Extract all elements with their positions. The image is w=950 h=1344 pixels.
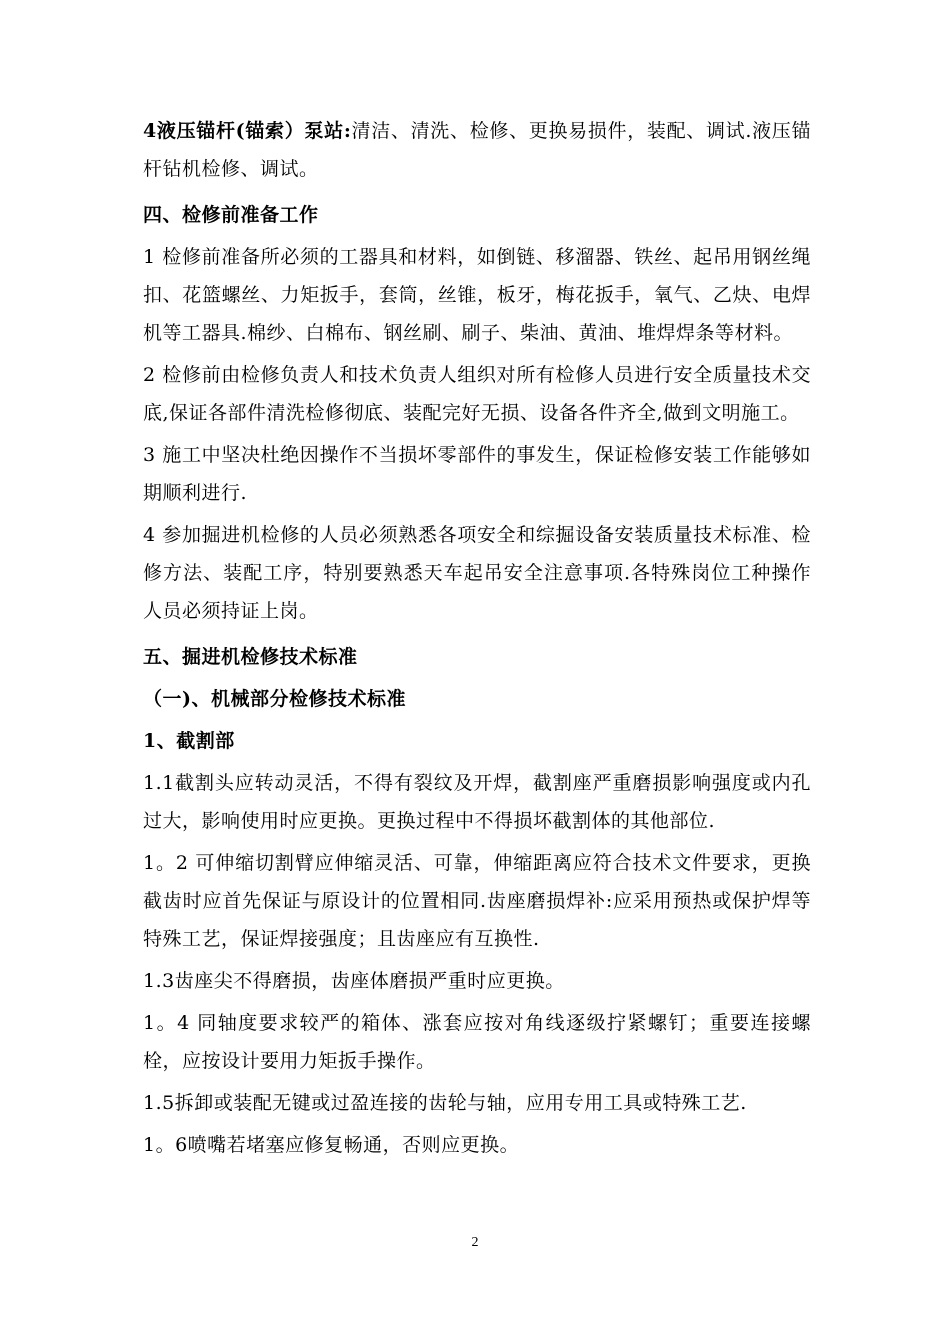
cutting-item-1-1: 1.1截割头应转动灵活，不得有裂纹及开焊，截割座严重磨损影响强度或内孔过大，影响使用时应更换。更换过程中不得损坏截割体的其他部位. bbox=[143, 772, 811, 832]
prep-item-1: 1 检修前准备所必须的工器具和材料，如倒链、移溜器、铁丝、起吊用钢丝绳扣、花篮螺丝、力矩扳手，套筒，丝锥，板牙，梅花扳手，氧气、乙炔、电焊机等工器具.棉纱、白棉布、钢丝刷、刷子、柴油、黄油、堆焊焊条等材料。 bbox=[143, 246, 811, 344]
prep-item-3: 3 施工中坚决杜绝因操作不当损坏零部件的事发生，保证检修安装工作能够如期顺利进行. bbox=[143, 444, 811, 504]
cutting-item-1-4: 1。4 同轴度要求较严的箱体、涨套应按对角线逐级拧紧螺钉；重要连接螺栓，应按设计要用力矩扳手操作。 bbox=[143, 1012, 811, 1072]
page-body bbox=[143, 112, 811, 1164]
cutting-item-1-6: 1。6喷嘴若堵塞应修复畅通，否则应更换。 bbox=[143, 1134, 520, 1156]
page-number: 2 bbox=[471, 1235, 479, 1250]
prep-item-2: 2 检修前由检修负责人和技术负责人组织对所有检修人员进行安全质量技术交底,保证各部件清洗检修彻底、装配完好无损、设备各件齐全,做到文明施工。 bbox=[143, 364, 811, 424]
pump-station-text: 清洁、清洗、检修、更换易损件，装配、调试.液压锚杆钻机检修、调试。 bbox=[143, 120, 811, 180]
pump-station-lead: 4液压锚杆(锚索）泵站: bbox=[143, 120, 352, 142]
subsection-heading-cutting: 1、截割部 bbox=[143, 730, 235, 752]
cutting-item-1-3: 1.3齿座尖不得磨损，齿座体磨损严重时应更换。 bbox=[143, 970, 565, 992]
subsection-heading-mechanical: （一)、机械部分检修技术标准 bbox=[143, 688, 406, 710]
cutting-item-1-5: 1.5拆卸或装配无键或过盈连接的齿轮与轴，应用专用工具或特殊工艺. bbox=[143, 1092, 747, 1114]
cutting-item-1-2: 1。2 可伸缩切割臂应伸缩灵活、可靠，伸缩距离应符合技术文件要求，更换截齿时应首先保证与原设计的位置相同.齿座磨损焊补:应采用预热或保护焊等特殊工艺，保证焊接强度；且齿座应有互换性. bbox=[143, 852, 811, 950]
prep-item-4: 4 参加掘进机检修的人员必须熟悉各项安全和综掘设备安装质量技术标准、检修方法、装配工序，特别要熟悉天车起吊安全注意事项.各特殊岗位工种操作人员必须持证上岗。 bbox=[143, 524, 811, 622]
section-heading-prep: 四、检修前准备工作 bbox=[143, 204, 319, 226]
section-heading-standards: 五、掘进机检修技术标准 bbox=[143, 646, 358, 668]
pump-station-paragraph bbox=[143, 112, 811, 188]
